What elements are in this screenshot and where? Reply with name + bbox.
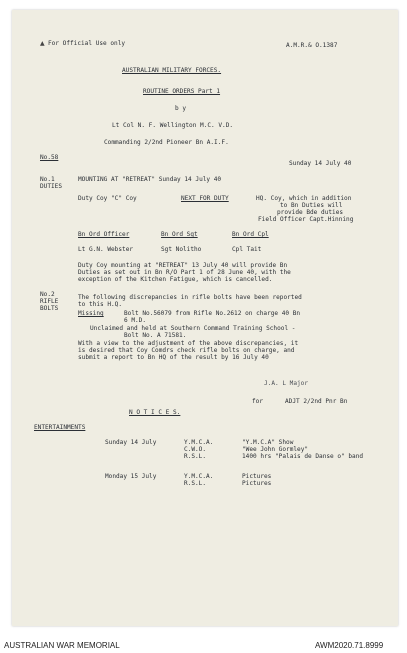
unclaimed-line: Unclaimed and held at Southern Command Training School -: [90, 325, 296, 332]
notice-event: Pictures: [242, 480, 272, 487]
official-use-label: For Official Use only: [48, 40, 126, 47]
item1-para-line-2: Duties as set out in Bn R/O Part 1 of 28 June 40, with the: [78, 269, 291, 276]
item1-para-line-1: Duty Coy mounting at "RETREAT" 13 July 40 will provide Bn: [78, 262, 288, 269]
commander-name: Lt Col N. F. Wellington M.C. V.D.: [112, 122, 234, 129]
missing-label: Missing: [78, 310, 104, 317]
notice-event: "Y.M.C.A" Show: [242, 439, 294, 446]
field-officer: Field Officer Capt.Hinning: [258, 216, 354, 223]
item1-number: No.1: [40, 176, 55, 183]
item1-para-line-3: exception of the Kitchen Fatigue, which is cancelled.: [78, 276, 273, 283]
notice-organisation: Y.M.C.A.: [184, 473, 214, 480]
hq-line-2: to Bn Duties will: [280, 202, 343, 209]
notice-organisation: R.S.L.: [184, 453, 207, 460]
footer-institution: AUSTRALIAN WAR MEMORIAL: [4, 641, 120, 650]
notice-organisation: C.W.O.: [184, 446, 207, 453]
item1-heading: MOUNTING AT "RETREAT" Sunday 14 July 40: [78, 176, 222, 183]
officer-value-3: Cpl Tait: [232, 246, 262, 253]
item2-category-2: BOLTS: [40, 305, 59, 312]
order-date: Sunday 14 July 40: [289, 160, 352, 167]
entertainments-heading: ENTERTAINMENTS: [34, 424, 86, 431]
missing-detail-2: 6 M.D.: [124, 317, 147, 324]
by-label: b y: [175, 105, 187, 112]
notice-organisation: Y.M.C.A.: [184, 439, 214, 446]
notice-organisation: R.S.L.: [184, 480, 207, 487]
notice-event: Pictures: [242, 473, 272, 480]
duty-coy: Duty Coy "C" Coy: [78, 195, 137, 202]
item2-line-2: to this H.Q.: [78, 301, 123, 308]
officer-heading-1: Bn Ord Officer: [78, 231, 130, 238]
officer-heading-3: Bn Ord Cpl: [232, 231, 269, 238]
notices-heading: N O T I C E S.: [129, 409, 181, 416]
item2-number: No.2: [40, 291, 55, 298]
officer-value-2: Sgt Nolitho: [161, 246, 202, 253]
signatory-name: J.A. L Major: [264, 380, 309, 387]
notice-event: 1400 hrs "Palais de Danse o" band: [242, 453, 364, 460]
unclaimed-line-2: Bolt No. A 71581.: [124, 332, 187, 339]
command-line: Commanding 2/2nd Pioneer Bn A.I.F.: [104, 139, 229, 146]
item2-line-1: The following discrepancies in rifle bolts have been reported: [78, 294, 302, 301]
hq-line-1: HQ. Coy, which in addition: [256, 195, 352, 202]
arrow-mark-icon: ▲: [40, 40, 45, 47]
hq-line-3: provide Bde duties: [277, 209, 344, 216]
order-number: No.58: [40, 154, 59, 161]
notice-event: "Wee John Gormley": [242, 446, 309, 453]
form-reference: A.M.R.& O.1387: [286, 42, 338, 49]
officer-heading-2: Bn Ord Sgt: [161, 231, 198, 238]
officer-value-1: Lt G.N. Webster: [78, 246, 134, 253]
signatory-role: ADJT 2/2nd Pnr Bn: [285, 398, 348, 405]
signature-for: for: [252, 398, 264, 405]
item2-view-line-3: submit a report to Bn HQ of the result by 16 July 40: [78, 354, 269, 361]
item2-category-1: RIFLE: [40, 298, 59, 305]
missing-detail: Bolt No.56079 from Rifle No.2612 on charge 40 Bn: [124, 310, 301, 317]
item2-view-line-2: is desired that Coy Comdrs check rifle bolts on charge, and: [78, 347, 295, 354]
footer-accession-number: AWM2020.71.8999: [315, 641, 384, 650]
next-for-duty-label: NEXT FOR DUTY: [181, 195, 229, 202]
orders-title: ROUTINE ORDERS Part 1: [143, 88, 221, 95]
item2-view-line-1: With a view to the adjustment of the above discrepancies, it: [78, 340, 299, 347]
organisation-heading: AUSTRALIAN MILITARY FORCES.: [122, 67, 222, 74]
notice-day: Sunday 14 July: [105, 439, 157, 446]
document-page: [12, 10, 398, 626]
notice-day: Monday 15 July: [105, 473, 157, 480]
item1-category: DUTIES: [40, 183, 63, 190]
